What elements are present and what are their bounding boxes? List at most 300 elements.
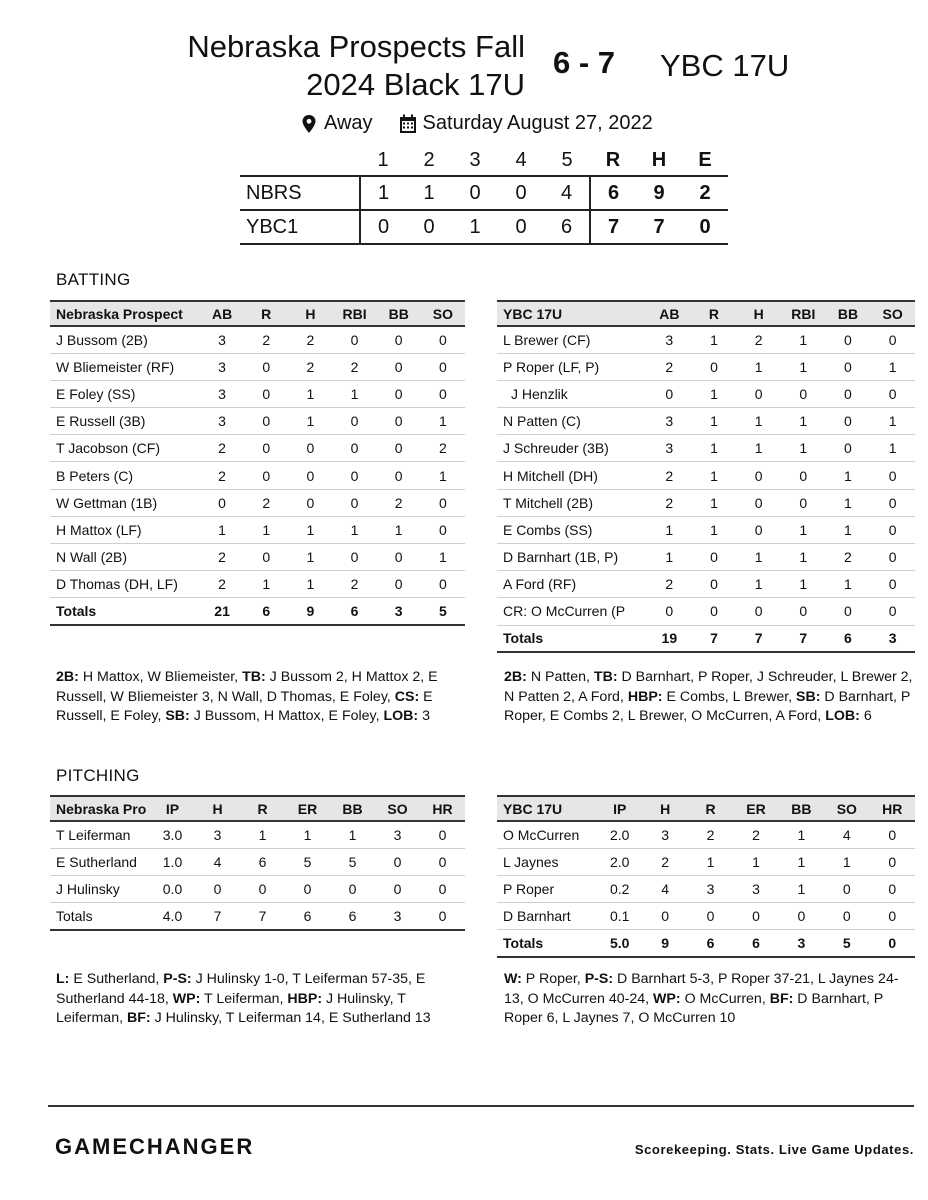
player-row (50, 875, 465, 902)
stat-column-header: AB (200, 301, 244, 326)
stat-value: 1 (421, 544, 465, 571)
stat-value: 2 (200, 571, 244, 598)
player-name: J Hulinsky (50, 875, 150, 902)
note-label: SB: (165, 708, 190, 724)
total-value: 5.0 (597, 930, 642, 957)
inning-score: 0 (452, 176, 498, 210)
stat-value: 0 (733, 903, 778, 930)
total-value: 0 (420, 903, 465, 930)
total-value: 3 (377, 598, 421, 625)
stat-value: 0 (870, 326, 915, 353)
stat-value: 0 (332, 489, 376, 516)
note-text: D Barnhart, P Roper 6, L Jaynes 7, O McCurren 10 (504, 990, 883, 1026)
stat-column-header: R (688, 796, 733, 821)
home-pitching-notes (56, 970, 466, 1029)
stat-value: 3 (375, 821, 420, 848)
stat-value: 0 (332, 462, 376, 489)
player-name: W Bliemeister (RF) (50, 353, 200, 380)
totals-label: Totals (50, 598, 200, 625)
stat-value: 1 (288, 571, 332, 598)
stats-header-row (50, 796, 465, 821)
stat-value: 0 (377, 435, 421, 462)
note-text: H Mattox, W Bliemeister, (78, 669, 243, 685)
stat-value: 0 (870, 489, 915, 516)
stat-value: 0 (332, 326, 376, 353)
gamechanger-logo: GAMECHANGER (55, 1134, 255, 1159)
note-label: SB: (796, 688, 821, 705)
stats-header-row (497, 796, 915, 821)
total-value: 3 (779, 930, 824, 957)
stat-value: 1 (736, 353, 781, 380)
player-row (50, 571, 465, 598)
inning-score: 4 (544, 176, 590, 210)
stat-column-header: BB (330, 796, 375, 821)
stat-column-header: ER (733, 796, 778, 821)
stat-value: 0 (647, 598, 692, 625)
stat-value: 1 (781, 353, 826, 380)
stat-value: 1.0 (150, 848, 195, 875)
stat-value: 0 (870, 821, 915, 848)
home-team-name: Nebraska Prospects Fall 2024 Black 17U (187, 29, 525, 102)
stats-header-row (50, 301, 465, 326)
stat-value: 3 (647, 435, 692, 462)
stat-value: 0 (421, 516, 465, 543)
errors-total: 2 (682, 176, 728, 210)
player-name: P Roper (LF, P) (497, 353, 647, 380)
away-batting-notes (504, 668, 914, 727)
stat-value: 3 (647, 326, 692, 353)
stat-value: 0 (870, 598, 915, 625)
player-name: A Ford (RF) (497, 571, 647, 598)
stat-value: 0 (377, 380, 421, 407)
player-row (50, 821, 465, 848)
errors-total: 0 (682, 210, 728, 244)
stat-value: 0 (781, 598, 826, 625)
stat-value: 2.0 (597, 821, 642, 848)
stat-value: 1 (692, 462, 737, 489)
stats-header-row (497, 301, 915, 326)
stat-value: 0 (824, 903, 869, 930)
stat-value: 2 (288, 326, 332, 353)
player-name: N Wall (2B) (50, 544, 200, 571)
stat-value: 3 (200, 408, 244, 435)
player-row (50, 489, 465, 516)
note-label: BF: (126, 1010, 151, 1026)
stat-column-header: IP (597, 796, 642, 821)
note-text: N Patten, (526, 669, 594, 685)
player-row (50, 353, 465, 380)
stat-value: 1 (421, 462, 465, 489)
stat-value: 0 (781, 462, 826, 489)
stat-column-header: ER (285, 796, 330, 821)
total-value: 6 (688, 930, 733, 957)
note-label: P-S: (163, 971, 192, 987)
stat-value: 0 (870, 462, 915, 489)
stat-value: 0 (870, 903, 915, 930)
note-text: T Leiferman, (200, 990, 288, 1007)
stat-value: 0 (244, 435, 288, 462)
stat-value: 0 (332, 435, 376, 462)
stat-value: 2 (647, 462, 692, 489)
stat-value: 1 (736, 408, 781, 435)
total-value: 6 (244, 598, 288, 625)
total-value: 7 (692, 625, 737, 652)
player-name: CR: O McCurren (P (497, 598, 647, 625)
stat-column-header: R (244, 301, 288, 326)
note-label: LOB: (825, 708, 860, 724)
stat-value: 4 (642, 875, 687, 902)
player-row (50, 435, 465, 462)
stat-value: 0 (824, 875, 869, 902)
player-name: E Combs (SS) (497, 516, 647, 543)
player-name: L Brewer (CF) (497, 326, 647, 353)
stat-value: 1 (244, 571, 288, 598)
note-label: WP: (172, 990, 201, 1007)
stat-column-header: H (195, 796, 240, 821)
total-value: 9 (642, 930, 687, 957)
inning-score: 1 (452, 210, 498, 244)
stat-column-header: BB (826, 301, 871, 326)
stat-value: 1 (781, 408, 826, 435)
batting-section-title: BATTING (56, 270, 131, 289)
stat-value: 0 (377, 544, 421, 571)
stat-value: 1 (826, 516, 871, 543)
player-row (497, 326, 915, 353)
player-name: O McCurren (497, 821, 597, 848)
player-name: D Barnhart (497, 903, 597, 930)
footer-tagline: Scorekeeping. Stats. Live Game Updates. (634, 1142, 914, 1157)
linescore-table (240, 146, 728, 245)
stat-value: 1 (647, 516, 692, 543)
total-value: 6 (826, 625, 871, 652)
stat-value: 0 (642, 903, 687, 930)
player-name: H Mattox (LF) (50, 516, 200, 543)
stat-column-header: IP (150, 796, 195, 821)
stat-column-header: RBI (332, 301, 376, 326)
player-name: H Mitchell (DH) (497, 462, 647, 489)
runs-header: R (605, 149, 621, 171)
stat-value: 2 (647, 353, 692, 380)
inning-score: 0 (360, 210, 406, 244)
stat-value: 1 (781, 326, 826, 353)
stat-value: 0 (377, 462, 421, 489)
total-value: 5 (421, 598, 465, 625)
stat-value: 1 (688, 848, 733, 875)
stat-value: 2 (826, 544, 871, 571)
errors-header: E (698, 149, 712, 171)
stat-value: 2 (288, 353, 332, 380)
team-column-header: Nebraska Prospect (50, 301, 200, 326)
stat-value: 2 (332, 353, 376, 380)
player-row (497, 875, 915, 902)
stat-value: 0 (288, 435, 332, 462)
totals-label: Totals (497, 930, 597, 957)
stat-value: 5 (285, 848, 330, 875)
stat-value: 1 (692, 326, 737, 353)
totals-row (497, 930, 915, 957)
stat-value: 0 (826, 380, 871, 407)
stat-value: 1 (781, 571, 826, 598)
player-row (497, 821, 915, 848)
player-row (50, 848, 465, 875)
note-text: D Barnhart 5-3, P Roper 37-21, L Jaynes 24-13, O McCurren 40-24, (504, 971, 899, 1007)
note-label: W: (504, 971, 522, 987)
linescore-row (240, 176, 728, 210)
stat-value: 0 (421, 571, 465, 598)
player-name: D Thomas (DH, LF) (50, 571, 200, 598)
stat-value: 2 (200, 435, 244, 462)
stat-value: 0 (870, 516, 915, 543)
stat-value: 0 (870, 544, 915, 571)
totals-label: Totals (497, 625, 647, 652)
stat-value: 0 (781, 380, 826, 407)
total-value: 3 (870, 625, 915, 652)
note-text: J Hulinsky, T Leiferman, (56, 990, 406, 1026)
stat-value: 0 (736, 489, 781, 516)
stat-column-header: SO (421, 301, 465, 326)
note-label: TB: (242, 669, 266, 685)
stat-value: 0 (870, 380, 915, 407)
stat-value: 4 (195, 848, 240, 875)
stat-value: 1 (288, 380, 332, 407)
stat-column-header: BB (779, 796, 824, 821)
player-row (497, 489, 915, 516)
stat-value: 0 (826, 598, 871, 625)
stat-value: 0 (826, 326, 871, 353)
pitching-section-title: PITCHING (56, 766, 140, 785)
note-label: HBP: (287, 990, 323, 1007)
runs-total: 7 (590, 210, 636, 244)
stat-value: 2.0 (597, 848, 642, 875)
calendar-icon (399, 114, 417, 134)
stat-value: 1 (870, 408, 915, 435)
game-date: Saturday August 27, 2022 (422, 112, 653, 134)
player-row (497, 598, 915, 625)
inning-score: 0 (498, 176, 544, 210)
stat-value: 0 (332, 544, 376, 571)
player-row (50, 462, 465, 489)
total-value: 6 (285, 903, 330, 930)
player-name: T Mitchell (2B) (497, 489, 647, 516)
stat-column-header: AB (647, 301, 692, 326)
stat-value: 3 (195, 821, 240, 848)
stat-value: 0 (421, 380, 465, 407)
stat-value: 0 (736, 462, 781, 489)
player-name: J Schreuder (3B) (497, 435, 647, 462)
stat-value: 3 (200, 326, 244, 353)
stat-value: 0 (240, 875, 285, 902)
stat-value: 2 (421, 435, 465, 462)
away-pitching-notes (504, 970, 914, 1029)
stat-column-header: H (288, 301, 332, 326)
total-value: 7 (781, 625, 826, 652)
note-text: 3 (418, 708, 430, 724)
stat-column-header: SO (870, 301, 915, 326)
total-value: 0 (870, 930, 915, 957)
away-batting-table (497, 300, 915, 653)
stat-value: 2 (736, 326, 781, 353)
home-batting-table (50, 300, 465, 626)
player-name: E Foley (SS) (50, 380, 200, 407)
stat-value: 1 (870, 435, 915, 462)
player-name: E Sutherland (50, 848, 150, 875)
stat-value: 3 (647, 408, 692, 435)
stat-value: 0 (244, 462, 288, 489)
linescore-row (240, 210, 728, 244)
stat-value: 0 (377, 326, 421, 353)
hits-total: 9 (636, 176, 682, 210)
stat-column-header: H (642, 796, 687, 821)
note-label: P-S: (584, 971, 614, 987)
total-value: 3 (375, 903, 420, 930)
stat-value: 1 (692, 380, 737, 407)
stat-value: 1 (736, 571, 781, 598)
stat-value: 2 (200, 544, 244, 571)
total-value: 9 (288, 598, 332, 625)
stat-value: 0 (779, 903, 824, 930)
stat-value: 1 (288, 544, 332, 571)
inning-header: 3 (469, 149, 481, 171)
player-row (497, 571, 915, 598)
stat-value: 1 (692, 408, 737, 435)
stat-value: 1 (826, 571, 871, 598)
stat-value: 3 (688, 875, 733, 902)
total-value: 4.0 (150, 903, 195, 930)
note-label: 2B: (56, 669, 79, 685)
home-pitching-table (50, 795, 465, 931)
stat-value: 0 (688, 903, 733, 930)
away-team-name: YBC 17U (660, 48, 790, 83)
stat-value: 2 (688, 821, 733, 848)
stat-value: 1 (200, 516, 244, 543)
note-label: BF: (769, 990, 794, 1007)
total-value: 6 (733, 930, 778, 957)
note-text: E Sutherland, (69, 971, 164, 987)
stat-value: 3 (200, 353, 244, 380)
player-name: N Patten (C) (497, 408, 647, 435)
stat-value: 0 (377, 408, 421, 435)
inning-score: 0 (498, 210, 544, 244)
note-text: J Bussom, H Mattox, E Foley, (189, 708, 384, 724)
player-name: P Roper (497, 875, 597, 902)
stat-column-header: SO (824, 796, 869, 821)
player-name: T Leiferman (50, 821, 150, 848)
team-column-header: Nebraska Pro (50, 796, 150, 821)
note-text: O McCurren, (680, 990, 770, 1007)
inning-score: 0 (406, 210, 452, 244)
inning-header: 2 (423, 149, 435, 171)
stat-value: 1 (870, 353, 915, 380)
player-row (497, 544, 915, 571)
inning-score: 6 (544, 210, 590, 244)
stat-value: 5 (330, 848, 375, 875)
stat-value: 0 (420, 848, 465, 875)
note-text: 6 (859, 708, 872, 724)
stat-value: 0 (288, 489, 332, 516)
stat-value: 1 (781, 544, 826, 571)
stat-value: 0 (736, 598, 781, 625)
note-text: P Roper, (521, 971, 585, 987)
game-meta (300, 112, 653, 135)
note-label: L: (56, 971, 70, 987)
stat-value: 0 (870, 848, 915, 875)
stat-value: 0 (870, 875, 915, 902)
stat-value: 0 (420, 875, 465, 902)
stat-value: 1 (647, 544, 692, 571)
note-text: D Barnhart, P Roper, J Schreuder, L Brewer 2, N Patten 2, A Ford, (504, 669, 913, 705)
stat-value: 0.1 (597, 903, 642, 930)
player-row (497, 353, 915, 380)
stat-value: 2 (200, 462, 244, 489)
linescore-team: YBC1 (240, 210, 360, 244)
note-label: HBP: (627, 688, 663, 705)
stat-value: 0 (736, 380, 781, 407)
player-name: E Russell (3B) (50, 408, 200, 435)
note-text: D Barnhart, P Roper, E Combs 2, L Brewer, O McCurren, A Ford, (504, 688, 911, 724)
stat-value: 0 (826, 408, 871, 435)
player-row (50, 326, 465, 353)
stat-value: 1 (779, 875, 824, 902)
stat-column-header: SO (375, 796, 420, 821)
player-row (50, 516, 465, 543)
stat-value: 0 (421, 353, 465, 380)
stat-value: 1 (692, 435, 737, 462)
player-name: L Jaynes (497, 848, 597, 875)
total-value: 5 (824, 930, 869, 957)
stat-value: 1 (781, 516, 826, 543)
stat-value: 4 (824, 821, 869, 848)
stat-value: 0 (692, 544, 737, 571)
stat-value: 1 (377, 516, 421, 543)
note-label: 2B: (504, 669, 527, 685)
stat-value: 2 (647, 571, 692, 598)
note-text: E Russell, E Foley, (56, 688, 433, 724)
stat-value: 0 (692, 353, 737, 380)
stat-column-header: RBI (781, 301, 826, 326)
player-name: W Gettman (1B) (50, 489, 200, 516)
inning-score: 1 (360, 176, 406, 210)
stat-column-header: HR (870, 796, 915, 821)
total-value: 7 (195, 903, 240, 930)
stat-value: 1 (288, 408, 332, 435)
final-score: 6 - 7 (553, 45, 616, 80)
team-column-header: YBC 17U (497, 301, 647, 326)
stat-value: 1 (285, 821, 330, 848)
linescore-header-row (240, 146, 728, 176)
stat-value: 0 (736, 516, 781, 543)
stat-value: 0 (200, 489, 244, 516)
stat-value: 3 (642, 821, 687, 848)
stat-value: 1 (779, 821, 824, 848)
stat-value: 0 (421, 326, 465, 353)
footer-divider (48, 1105, 914, 1107)
stat-value: 3 (733, 875, 778, 902)
stat-value: 0 (244, 353, 288, 380)
total-value: 21 (200, 598, 244, 625)
stat-value: 0 (244, 380, 288, 407)
stat-value: 1 (824, 848, 869, 875)
hits-header: H (651, 149, 667, 171)
stat-value: 1 (332, 516, 376, 543)
stat-value: 2 (244, 489, 288, 516)
stat-value: 2 (377, 489, 421, 516)
stat-value: 1 (736, 544, 781, 571)
stat-value: 1 (421, 408, 465, 435)
totals-row (50, 903, 465, 930)
player-row (50, 408, 465, 435)
away-pitching-table (497, 795, 915, 958)
total-value: 19 (647, 625, 692, 652)
